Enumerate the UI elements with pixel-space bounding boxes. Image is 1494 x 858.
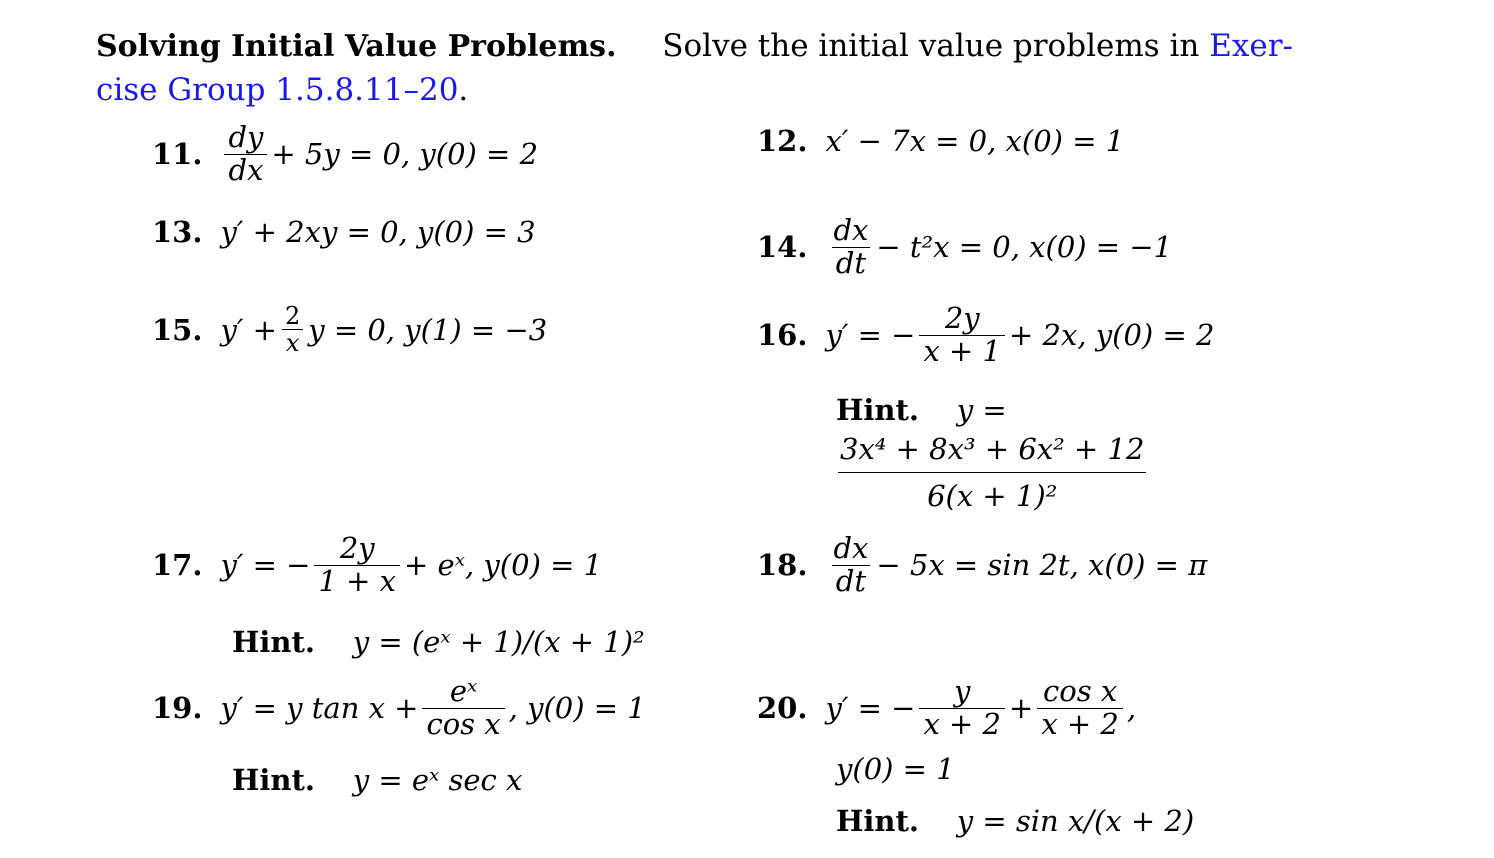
exercise-number: 15. <box>152 312 203 347</box>
exercise-number: 19. <box>152 691 203 726</box>
exercise-number: 13. <box>152 215 203 249</box>
hint-denominator: 6(x + 1)² <box>838 472 1146 513</box>
hint-label: Hint. <box>232 763 315 797</box>
main-fraction <box>314 533 400 598</box>
intro-text: Solve the initial value problems in <box>662 28 1200 64</box>
section-heading-line2 <box>96 72 468 108</box>
main-fraction <box>422 676 504 741</box>
frac-denominator: dx <box>224 154 267 187</box>
first-fraction <box>919 676 1005 741</box>
exercise-group-link-cont[interactable]: cise Group 1.5.8.11–20 <box>96 72 459 108</box>
equation: x′ − 7x = 0, x(0) = 1 <box>825 124 1125 158</box>
exercise-20-initial-condition: y(0) = 1 <box>836 752 955 786</box>
frac-denominator: x + 2 <box>1037 708 1123 741</box>
exercise-20 <box>757 676 1136 741</box>
plus-sign: + <box>1009 691 1034 726</box>
frac-numerator: dx <box>833 213 869 247</box>
equation-rest: + 5y = 0, y(0) = 2 <box>271 137 539 172</box>
hint-expression: y = <box>956 393 1007 427</box>
exercise-20-hint <box>836 803 1194 839</box>
frac-denominator: x <box>282 329 304 356</box>
exercise-number: 20. <box>757 691 808 726</box>
equation-rest: − t²x = 0, x(0) = −1 <box>876 230 1173 265</box>
frac-denominator: x + 1 <box>919 335 1005 368</box>
exercise-17 <box>152 533 602 598</box>
exercise-17-hint <box>232 624 645 660</box>
exercise-16-hint <box>836 392 1007 428</box>
exercise-number: 18. <box>757 548 808 583</box>
second-fraction <box>1037 676 1123 741</box>
trailing-comma: , <box>1126 691 1137 726</box>
exercise-14 <box>757 215 1172 280</box>
derivative-fraction <box>829 215 872 280</box>
hint-expression: y = (eˣ + 1)/(x + 1)² <box>352 625 645 659</box>
frac-denominator: 1 + x <box>314 565 400 598</box>
exercise-group-link[interactable]: Exer- <box>1209 28 1293 64</box>
section-heading <box>96 28 1293 64</box>
coefficient-fraction <box>281 303 304 357</box>
frac-denominator: dt <box>832 565 870 598</box>
hint-label: Hint. <box>836 393 919 427</box>
equation-rest: + 2x, y(0) = 2 <box>1009 318 1215 353</box>
exercise-16 <box>757 303 1214 368</box>
exercise-number: 12. <box>757 124 808 158</box>
exercise-19 <box>152 676 646 741</box>
exercise-18 <box>757 533 1207 598</box>
equation-lead: y′ + <box>220 312 277 347</box>
heading-period: . <box>458 72 469 108</box>
frac-numerator: eˣ <box>449 674 478 708</box>
exercise-15 <box>152 303 547 357</box>
frac-numerator: cos x <box>1043 674 1118 708</box>
equation-rest: − 5x = sin 2t, x(0) = π <box>876 548 1208 583</box>
exercise-19-hint <box>232 762 522 798</box>
equation: y′ + 2xy = 0, y(0) = 3 <box>220 215 536 249</box>
equation-lead: y′ = − <box>825 318 916 353</box>
frac-denominator: cos x <box>422 708 504 741</box>
exercise-11 <box>152 122 538 187</box>
equation-lead: y′ = − <box>825 691 916 726</box>
derivative-fraction <box>829 533 872 598</box>
exercise-number: 14. <box>757 230 808 265</box>
exercise-number: 16. <box>757 318 808 353</box>
hint-numerator: 3x⁴ + 8x³ + 6x² + 12 <box>840 432 1145 466</box>
frac-numerator: 2 <box>284 302 301 330</box>
frac-numerator: dy <box>228 120 264 154</box>
equation-rest: y = 0, y(1) = −3 <box>308 312 548 347</box>
frac-numerator: 2y <box>944 301 980 335</box>
equation-rest: + eˣ, y(0) = 1 <box>404 548 603 583</box>
equation-lead: y′ = − <box>220 548 311 583</box>
equation-lead: y′ = y tan x + <box>220 691 419 726</box>
hint-expression: y = sin x/(x + 2) <box>956 804 1195 838</box>
hint-label: Hint. <box>836 804 919 838</box>
hint-label: Hint. <box>232 625 315 659</box>
hint-expression: y = eˣ sec x <box>352 763 523 797</box>
derivative-fraction <box>224 122 267 187</box>
frac-numerator: dx <box>833 531 869 565</box>
frac-numerator: y <box>954 674 971 708</box>
exercise-16-hint-fraction <box>838 432 1146 513</box>
equation-rest: , y(0) = 1 <box>508 691 646 726</box>
exercise-number: 11. <box>152 137 203 172</box>
frac-numerator: 2y <box>339 531 375 565</box>
exercise-number: 17. <box>152 548 203 583</box>
main-fraction <box>919 303 1005 368</box>
frac-denominator: x + 2 <box>919 708 1005 741</box>
exercise-12 <box>757 124 1124 158</box>
exercise-13 <box>152 215 536 249</box>
section-title: Solving Initial Value Problems. <box>96 29 617 64</box>
frac-denominator: dt <box>832 247 870 280</box>
